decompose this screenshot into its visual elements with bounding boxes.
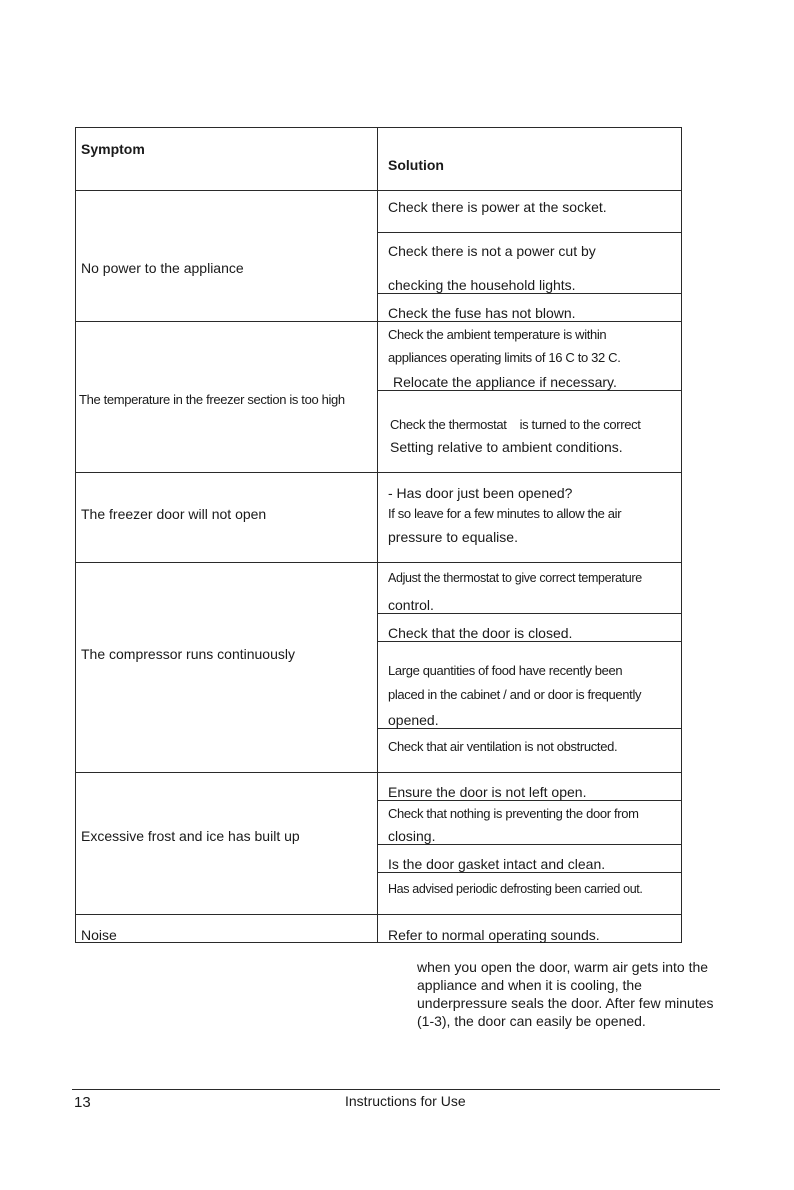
solution-divider <box>377 232 682 233</box>
symptom-cell: No power to the appliance <box>81 260 244 276</box>
solution-text: If so leave for a few minutes to allow the air <box>388 506 622 521</box>
solution-text: placed in the cabinet / and or door is frequently <box>388 687 642 702</box>
solution-text: checking the household lights. <box>388 277 576 293</box>
solution-text: Check the ambient temperature is within <box>388 327 607 342</box>
solution-text: Check that the door is closed. <box>388 625 573 641</box>
footer-title: Instructions for Use <box>345 1093 466 1109</box>
symptom-cell: The compressor runs continuously <box>81 646 295 662</box>
solution-text: Refer to normal operating sounds. <box>388 927 600 943</box>
row-divider <box>75 472 682 473</box>
row-divider <box>75 914 682 915</box>
solution-text: Check there is not a power cut by <box>388 243 596 259</box>
symptom-cell: The temperature in the freezer section is too high <box>79 392 345 407</box>
solution-text: Large quantities of food have recently been <box>388 663 623 678</box>
solution-text: Setting relative to ambient conditions. <box>390 439 623 455</box>
solution-text: pressure to equalise. <box>388 529 518 545</box>
page-number: 13 <box>74 1094 91 1111</box>
door-pressure-note: when you open the door, warm air gets into the appliance and when it is cooling, the underpressure seals the door. After few minutes (1-3), the door can easily be opened. <box>417 959 714 1029</box>
solution-text: Check there is power at the socket. <box>388 199 607 215</box>
solution-text: Check the thermostat is turned to the correct <box>390 417 641 432</box>
solution-text: Has advised periodic defrosting been carried out. <box>388 882 643 896</box>
symptom-cell: Excessive frost and ice has built up <box>81 828 300 844</box>
solution-text: appliances operating limits of 16 C to 32 C. <box>388 350 621 365</box>
solution-text: Adjust the thermostat to give correct temperature <box>388 571 642 585</box>
row-divider <box>75 562 682 563</box>
solution-header: Solution <box>388 157 444 173</box>
solution-text: Relocate the appliance if necessary. <box>393 374 617 390</box>
row-divider <box>75 190 682 191</box>
table-column-divider <box>377 127 378 943</box>
solution-text: control. <box>388 597 434 613</box>
solution-text: closing. <box>388 828 436 844</box>
solution-text: Check the fuse has not blown. <box>388 305 576 321</box>
table-border-right <box>681 127 682 943</box>
row-divider <box>75 321 682 322</box>
symptom-cell: The freezer door will not open <box>81 506 267 522</box>
row-divider <box>75 772 682 773</box>
solution-text: Is the door gasket intact and clean. <box>388 856 606 872</box>
solution-text: Check that air ventilation is not obstructed. <box>388 739 618 754</box>
symptom-header: Symptom <box>81 141 145 157</box>
solution-text: Ensure the door is not left open. <box>388 784 587 800</box>
table-border-left <box>75 127 76 943</box>
table-border-top <box>75 127 682 128</box>
symptom-cell: Noise <box>81 927 117 943</box>
footer-rule <box>72 1089 720 1090</box>
solution-text: Check that nothing is preventing the door from <box>388 806 639 821</box>
solution-text: - Has door just been opened? <box>388 485 573 501</box>
solution-text: opened. <box>388 712 439 728</box>
